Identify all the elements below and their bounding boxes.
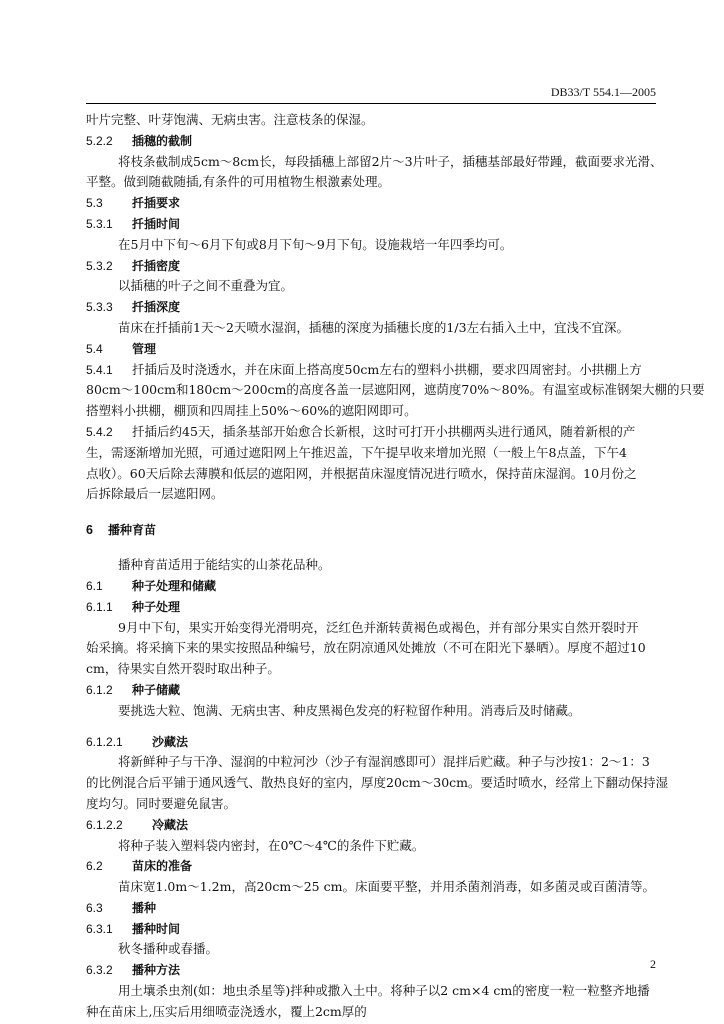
standard-code: DB33/T 554.1—2005 <box>550 85 656 99</box>
section-title: 冷藏法 <box>152 817 189 832</box>
section-heading <box>86 339 656 360</box>
body-text-line: 点收）。60天后除去薄膜和低层的遮阳网，并根据苗床湿度情况进行喷水，保持苗床湿润。10月份之 <box>86 465 637 481</box>
section-title: 插穗的截制 <box>132 133 193 148</box>
paragraph-gap <box>86 722 656 732</box>
body-text-line: 的比例混合后平铺于通风透气、散热良好的室内，厚度20cm～30cm。要适时喷水，经常上下翻动保持湿 <box>86 775 669 791</box>
section-title: 苗床的准备 <box>132 859 193 874</box>
section-heading <box>86 919 656 940</box>
section-number: 6.1.2.1 <box>86 734 123 749</box>
body-text-line: 生，需逐渐增加光照，可通过遮阳网上午推迟盖，下午提早收来增加光照（一般上午8点盖，下午4 <box>86 444 627 460</box>
body-text-line: 搭塑料小拱棚，棚顶和四周挂上50%～60%的遮阳网即可。 <box>86 403 417 419</box>
body-text-line: 苗床宽1.0m～1.2m，高20cm～25 cm。床面要平整，并用杀菌剂消毒，如多菌灵或百菌清等。 <box>118 879 655 895</box>
section-number: 6.1.1 <box>86 599 113 614</box>
chapter-title: 播种育苗 <box>108 523 157 538</box>
body-text-line: 要挑选大粒、饱满、无病虫害、种皮黑褐色发亮的籽粒留作种用。消毒后及时储藏。 <box>118 702 581 718</box>
document-body <box>86 110 705 1023</box>
page-number: 2 <box>650 957 656 971</box>
section-number: 6.2 <box>86 859 103 874</box>
section-number: 5.3.2 <box>86 258 113 273</box>
body-text-line: 用土壤杀虫剂(如：地虫杀星等)拌种或撒入土中。将种子以2 cm×4 cm的密度一粒一粒整齐地播 <box>118 983 650 999</box>
section-number: 5.4 <box>86 341 103 356</box>
section-number: 6.3.2 <box>86 963 113 978</box>
section-heading <box>86 597 656 618</box>
body-text-line: 以插穗的叶子之间不重叠为宜。 <box>118 278 294 294</box>
section-title: 播种时间 <box>132 921 181 936</box>
body-text-line: 将枝条截制成5cm～8cm长，每段插穗上部留2片～3片叶子，插穗基部最好带踵，截面要求光滑、 <box>118 153 663 169</box>
chapter-number: 6 <box>86 523 93 538</box>
body-text-line: 种在苗床上,压实后用细喷壶浇透水，覆上2cm厚的 <box>86 1003 367 1019</box>
section-heading <box>86 193 656 214</box>
body-text-line: 80cm～100cm和180cm～200cm的高度各盖一层遮阳网，遮荫度70%～80%。有温室或标准钢架大棚的只要 <box>86 382 705 398</box>
section-heading <box>86 856 656 877</box>
numbered-paragraph <box>86 360 656 381</box>
section-title: 扦插密度 <box>132 258 181 273</box>
body-text-line: 叶片完整、叶芽饱满、无病虫害。注意枝条的保湿。 <box>86 112 374 127</box>
body-text-line: 将新鲜种子与干净、湿润的中粒河沙（沙子有湿润感即可）混拌后贮藏。种子与沙按1：2～1：3 <box>118 754 650 770</box>
section-number: 5.3 <box>86 196 103 211</box>
body-text-line: cm，待果实自然开裂时取出种子。 <box>86 661 280 677</box>
numbered-paragraph <box>86 422 656 443</box>
body-text-line: 度均匀。同时要避免鼠害。 <box>86 795 237 811</box>
section-number: 6.1.2.2 <box>86 817 123 832</box>
paragraph-gap <box>86 545 656 555</box>
section-number: 6.3 <box>86 900 103 915</box>
section-number: 5.2.2 <box>86 133 113 148</box>
body-text-line: 苗床在扦插前1天～2天喷水湿润，插穗的深度为插穗长度的1/3左右插入土中，宜浅不宜深。 <box>118 319 630 335</box>
section-title: 种子处理和储藏 <box>132 578 217 593</box>
section-heading <box>86 732 656 753</box>
section-title: 播种方法 <box>132 963 181 978</box>
body-text: 扦插后及时浇透水，并在床面上搭高度50cm左右的塑料小拱棚，要求四周密封。小拱棚上方 <box>132 361 642 377</box>
body-text: 扦插后约45天，插条基部开始愈合长新根，这时可打开小拱棚两头进行通风，随着新根的产 <box>132 423 636 439</box>
header-rule <box>86 103 656 104</box>
body-text-line: 后拆除最后一层遮阳网。 <box>86 486 224 502</box>
section-heading <box>86 297 656 318</box>
body-text-line: 在5月中下旬～6月下旬或8月下旬～9月下旬。设施栽培一年四季均可。 <box>118 236 513 252</box>
section-heading <box>86 960 656 981</box>
section-heading <box>86 214 656 235</box>
section-title: 扦插时间 <box>132 216 181 231</box>
section-heading <box>86 815 656 836</box>
body-text-line: 9月中下旬，果实开始变得光滑明亮，泛红色并渐转黄褐色或褐色，并有部分果实自然开裂时开 <box>118 619 639 635</box>
body-text-line: 播种育苗适用于能结实的山茶花品种。 <box>118 557 331 573</box>
section-title: 播种 <box>132 900 157 915</box>
body-text-line: 始采摘。将采摘下来的果实按照品种编号，放在阴凉通风处摊放（不可在阳光下暴晒）。厚度不超过10 <box>86 640 646 656</box>
section-title: 扦插深度 <box>132 300 181 315</box>
section-number: 5.4.2 <box>86 424 113 439</box>
paragraph-gap <box>86 505 656 515</box>
section-title: 沙藏法 <box>152 734 189 749</box>
section-number: 5.4.1 <box>86 362 113 377</box>
section-heading <box>86 576 656 597</box>
body-text-line: 平整。做到随截随插,有条件的可用植物生根激素处理。 <box>86 174 390 190</box>
section-number: 5.3.1 <box>86 216 113 231</box>
body-text-line: 秋冬播种或春播。 <box>118 941 219 957</box>
section-heading <box>86 898 656 919</box>
section-heading <box>86 256 656 277</box>
section-title: 种子处理 <box>132 599 181 614</box>
section-number: 6.1 <box>86 578 103 593</box>
section-number: 5.3.3 <box>86 300 113 315</box>
section-heading <box>86 680 656 701</box>
section-title: 管理 <box>132 341 157 356</box>
chapter-heading <box>86 515 656 545</box>
body-text-line: 将种子装入塑料袋内密封，在0℃～4℃的条件下贮藏。 <box>118 837 425 853</box>
section-heading <box>86 131 656 152</box>
section-number: 6.3.1 <box>86 921 113 936</box>
section-title: 种子储藏 <box>132 682 181 697</box>
section-number: 6.1.2 <box>86 682 113 697</box>
section-title: 扦插要求 <box>132 196 181 211</box>
